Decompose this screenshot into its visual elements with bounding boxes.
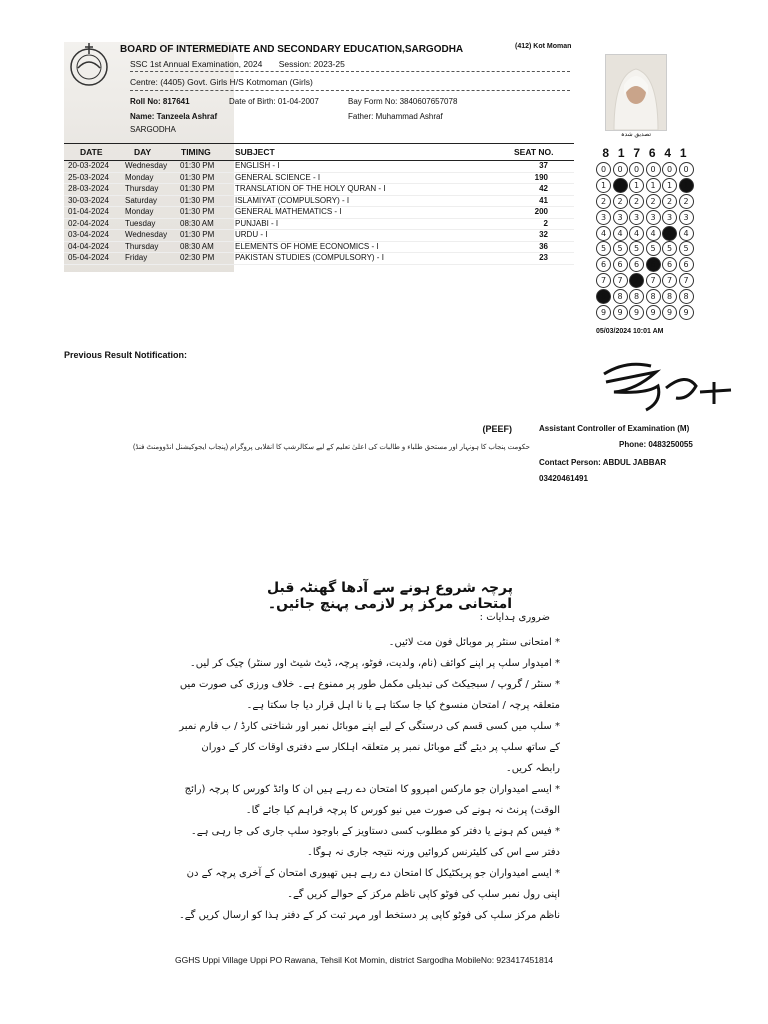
omr-bubble: 3 (596, 210, 611, 225)
omr-bubble: 5 (662, 241, 677, 256)
cell-seat-no: 37 (539, 161, 548, 170)
instruction-item: * امیدوار سلپ پر اپنے کوائف (نام، ولدیت، فوٹو، پرچہ، ڈیٹ شیٹ اور سنٹر) چیک کر لیں۔ (189, 658, 560, 669)
omr-bubble: 9 (596, 305, 611, 320)
omr-bubble: 1 (596, 178, 611, 193)
cell-date: 03-04-2024 (68, 230, 109, 239)
omr-bubble-filled: 6 (646, 257, 661, 272)
omr-bubble: 3 (629, 210, 644, 225)
cell-seat-no: 2 (543, 218, 548, 228)
omr-bubble: 1 (629, 178, 644, 193)
cell-subject: PUNJABI - I (235, 218, 279, 228)
omr-bubble: 9 (662, 305, 677, 320)
col-seat-no: SEAT NO. (514, 147, 554, 157)
omr-bubble: 2 (662, 194, 677, 209)
cell-subject: URDU - I (235, 230, 268, 239)
omr-bubble: 0 (629, 162, 644, 177)
board-logo-icon (64, 40, 114, 90)
instruction-item: * ایسے امیدواران جو مارکس امپروو کا امتحان دے رہے ہیں ان کا وائڈ کورس کا پرچہ (رائج الوقت) پرنٹ نہ ہونے کی صورت میں نیو کورس کا پرچہ فراہم کیا جائے گا۔ (184, 784, 560, 816)
omr-bubble-filled: 4 (662, 226, 677, 241)
omr-bubble: 0 (596, 162, 611, 177)
cell-seat-no: 42 (539, 184, 548, 193)
cell-subject: ENGLISH - I (235, 161, 280, 170)
omr-bubble: 9 (613, 305, 628, 320)
cell-timing: 01:30 PM (180, 184, 215, 193)
omr-row (596, 178, 695, 194)
omr-bubble: 0 (662, 162, 677, 177)
omr-row (596, 273, 695, 289)
omr-bubble: 6 (629, 257, 644, 272)
omr-bubble: 4 (596, 226, 611, 241)
cell-subject: TRANSLATION OF THE HOLY QURAN - I (235, 184, 386, 193)
omr-bubble-filled: 8 (596, 289, 611, 304)
omr-bubble: 7 (646, 273, 661, 288)
omr-bubble: 0 (613, 162, 628, 177)
omr-bubble: 7 (596, 273, 611, 288)
cell-timing: 01:30 PM (180, 161, 215, 170)
cell-timing: 02:30 PM (180, 253, 215, 262)
cell-subject: GENERAL MATHEMATICS - I (235, 207, 342, 216)
board-title: BOARD OF INTERMEDIATE AND SECONDARY EDUCATION,SARGODHA (120, 44, 464, 55)
omr-grid (596, 162, 695, 321)
omr-bubble: 0 (679, 162, 694, 177)
omr-bubble: 6 (679, 257, 694, 272)
roll-digit: 4 (664, 146, 672, 160)
omr-bubble: 9 (629, 305, 644, 320)
divider (130, 90, 570, 91)
omr-bubble: 8 (629, 289, 644, 304)
instructions-list (175, 632, 560, 926)
omr-bubble: 3 (646, 210, 661, 225)
instruction-item: * سنٹر / گروپ / سبجیکٹ کی تبدیلی مکمل طور پر ممنوع ہے۔ خلاف ورزی کی صورت میں متعلقہ پرچہ / امتحان منسوخ کیا جا سکتا ہے یا نا اہل قرار دیا جا سکتا ہے۔ (179, 679, 560, 711)
omr-bubble: 2 (646, 194, 661, 209)
previous-result-label: Previous Result Notification: (64, 350, 188, 360)
cell-date: 20-03-2024 (68, 161, 109, 170)
omr-bubble: 2 (629, 194, 644, 209)
exam-centre: Centre: (4405) Govt. Girls H/S Kotmoman (Girls) (130, 77, 313, 87)
omr-bubble: 2 (613, 194, 628, 209)
omr-row (596, 305, 695, 321)
omr-bubble: 4 (613, 226, 628, 241)
cell-timing: 01:30 PM (180, 207, 215, 216)
divider (130, 71, 570, 72)
table-row (64, 207, 574, 219)
cell-timing: 08:30 AM (180, 241, 214, 251)
instructions-title: ضروری ہدایات : (479, 612, 550, 623)
cell-day: Monday (125, 172, 154, 182)
date-of-birth: Date of Birth: 01-04-2007 (229, 97, 319, 106)
omr-bubble: 2 (679, 194, 694, 209)
cell-day: Thursday (125, 241, 159, 251)
roll-digit: 6 (648, 146, 656, 160)
cell-date: 25-03-2024 (68, 172, 109, 182)
cell-day: Tuesday (125, 218, 156, 228)
omr-bubble: 8 (679, 289, 694, 304)
omr-bubble: 4 (646, 226, 661, 241)
omr-bubble: 4 (679, 226, 694, 241)
cell-day: Friday (125, 253, 148, 262)
issue-timestamp: 05/03/2024 10:01 AM (596, 328, 664, 335)
instruction-item: * امتحانی سنٹر پر موبائل فون مت لائیں۔ (388, 637, 560, 648)
contact-phone: 03420461491 (539, 474, 588, 483)
table-row (64, 184, 574, 196)
exam-info (130, 59, 359, 69)
omr-row (596, 226, 695, 242)
roll-digits (598, 146, 691, 160)
omr-row (596, 210, 695, 226)
omr-bubble: 1 (662, 178, 677, 193)
col-subject: SUBJECT (235, 147, 275, 157)
exam-center-code: (412) Kot Moman (515, 43, 572, 50)
omr-bubble-filled: 7 (629, 273, 644, 288)
cell-seat-no: 200 (534, 207, 548, 216)
col-date: DATE (80, 147, 103, 157)
roll-digit: 8 (602, 146, 610, 160)
footer-address: GGHS Uppi Village Uppi PO Rawana, Tehsil Kot Momin, district Sargodha MobileNo: 923417451814 (175, 955, 554, 965)
omr-bubble: 3 (679, 210, 694, 225)
cell-date: 05-04-2024 (68, 253, 109, 262)
omr-bubble: 7 (679, 273, 694, 288)
cell-subject: ELEMENTS OF HOME ECONOMICS - I (235, 241, 379, 251)
candidate-photo (605, 54, 667, 131)
roll-digit: 1 (679, 146, 687, 160)
cell-timing: 01:30 PM (180, 195, 215, 205)
table-row (64, 242, 574, 254)
roll-number: Roll No: 817641 (130, 97, 190, 106)
table-row (64, 219, 574, 231)
peef-notice: حکومت پنجاب کا ہونہار اور مستحق طلباء و طالبات کی اعلیٰ تعلیم کے لیے سکالرشپ کا انقلابی پروگرام (پنجاب ایجوکیشنل انڈوومنٹ فنڈ) (132, 444, 530, 451)
omr-bubble: 0 (646, 162, 661, 177)
cell-seat-no: 41 (539, 195, 548, 205)
cell-date: 01-04-2024 (68, 207, 109, 216)
omr-bubble: 8 (662, 289, 677, 304)
cell-timing: 01:30 PM (180, 172, 215, 182)
instruction-item: * فیس کم ہونے یا دفتر کو مطلوب کسی دستاویز کے باوجود سلپ جاری کی جا رہی ہے۔ دفتر سے اس کی کلیئرنس کروائیں ورنہ نتیجہ جاری نہ ہوگا۔ (190, 826, 560, 858)
omr-bubble: 9 (646, 305, 661, 320)
omr-bubble-filled: 1 (613, 178, 628, 193)
instruction-item: * ایسے امیدواران جو پریکٹیکل کا امتحان دے رہے ہیں تھیوری امتحان کے آخری پرچہ کے دن اپنی رول نمبر سلپ کی فوٹو کاپی ناظم مرکز کے حوالے کریں گے۔ (186, 868, 560, 900)
omr-row (596, 194, 695, 210)
cell-subject: ISLAMIYAT (COMPULSORY) - I (235, 195, 350, 205)
photo-caption: تصدیق شدہ (620, 132, 652, 138)
omr-bubble: 3 (662, 210, 677, 225)
omr-bubble: 4 (629, 226, 644, 241)
table-row (64, 253, 574, 265)
omr-bubble: 7 (662, 273, 677, 288)
omr-row (596, 257, 695, 273)
col-timing: TIMING (181, 147, 211, 157)
table-row (64, 173, 574, 185)
instruction-item: * سلپ میں کسی قسم کی درستگی کے لیے اپنے موبائل نمبر اور شناختی کارڈ / ب فارم نمبر کے ساتھ سلپ پر دیئے گئے موبائل نمبر پر متعلقہ اہلکار سے دفتری اوقات کار کے دوران رابطہ کریں۔ (179, 721, 560, 774)
table-row (64, 230, 574, 242)
cell-subject: GENERAL SCIENCE - I (235, 172, 321, 182)
table-row (64, 196, 574, 208)
instruction-item: ناظم مرکز سلپ کی فوٹو کاپی پر دستخط اور مہر ثبت کر کے دفتر ہذا کو ارسال کریں گے۔ (178, 910, 560, 921)
omr-bubble: 5 (646, 241, 661, 256)
table-body (64, 161, 574, 265)
omr-bubble: 5 (613, 241, 628, 256)
exam-session: Session: 2023-25 (278, 59, 345, 69)
table-header (64, 143, 574, 161)
signature-image (596, 352, 736, 414)
contact-person: Contact Person: ABDUL JABBAR (539, 458, 667, 467)
omr-row (596, 162, 695, 178)
cell-day: Wednesday (125, 161, 168, 170)
cell-day: Thursday (125, 184, 159, 193)
controller-title: Assistant Controller of Examination (M) (539, 424, 690, 433)
omr-bubble: 3 (613, 210, 628, 225)
cell-timing: 08:30 AM (180, 218, 214, 228)
person-silhouette-icon (606, 55, 666, 130)
district: SARGODHA (130, 125, 176, 134)
omr-bubble: 8 (613, 289, 628, 304)
omr-bubble: 6 (596, 257, 611, 272)
col-day: DAY (134, 147, 152, 157)
omr-row (596, 289, 695, 305)
cell-day: Saturday (125, 195, 158, 205)
cell-day: Wednesday (125, 230, 168, 239)
table-row (64, 161, 574, 173)
omr-bubble: 9 (679, 305, 694, 320)
urdu-heading: پرچہ شروع ہونے سے آدھا گھنٹہ قبل امتحانی مرکز پر لازمی پہنچ جائیں۔ (267, 580, 513, 612)
omr-row (596, 241, 695, 257)
cell-seat-no: 190 (534, 172, 548, 182)
omr-bubble: 2 (596, 194, 611, 209)
cell-date: 04-04-2024 (68, 241, 109, 251)
omr-bubble: 5 (596, 241, 611, 256)
exam-name: SSC 1st Annual Examination, 2024 (130, 59, 263, 69)
omr-bubble: 8 (646, 289, 661, 304)
cell-timing: 01:30 PM (180, 230, 215, 239)
peef-title: (PEEF) (482, 424, 512, 434)
omr-bubble: 1 (646, 178, 661, 193)
omr-bubble: 7 (613, 273, 628, 288)
office-phone: Phone: 0483250055 (619, 440, 693, 449)
cell-date: 30-03-2024 (68, 195, 109, 205)
cell-date: 02-04-2024 (68, 218, 109, 228)
roll-digit: 1 (617, 146, 625, 160)
date-sheet-table (64, 143, 574, 265)
omr-bubble: 6 (662, 257, 677, 272)
cell-date: 28-03-2024 (68, 184, 109, 193)
cell-day: Monday (125, 207, 154, 216)
omr-bubble: 6 (613, 257, 628, 272)
cell-seat-no: 36 (539, 241, 548, 251)
candidate-name: Name: Tanzeela Ashraf (130, 112, 218, 121)
omr-bubble: 5 (629, 241, 644, 256)
omr-bubble: 5 (679, 241, 694, 256)
father-name: Father: Muhammad Ashraf (348, 112, 443, 121)
omr-bubble-filled: 1 (679, 178, 694, 193)
cell-seat-no: 32 (539, 230, 548, 239)
bay-form-number: Bay Form No: 3840607657078 (348, 97, 458, 106)
cell-seat-no: 23 (539, 253, 548, 262)
cell-subject: PAKISTAN STUDIES (COMPULSORY) - I (235, 253, 384, 262)
roll-digit: 7 (633, 146, 641, 160)
